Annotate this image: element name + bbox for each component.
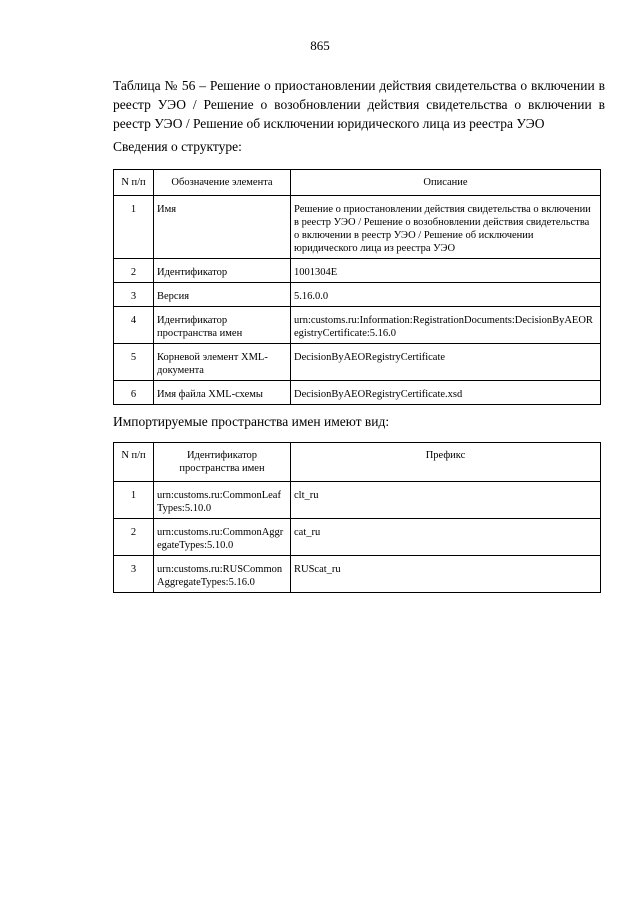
table-row	[114, 381, 601, 405]
element-name: Корневой элемент XML-документа	[154, 344, 291, 381]
element-description: DecisionByAEORegistryCertificate.xsd	[291, 381, 601, 405]
namespace-prefix: clt_ru	[291, 482, 601, 519]
table-title: Таблица № 56 – Решение о приостановлении действия свидетельства о включении в реестр УЭО / Решение о возобновлении действия свидетельства о включении в реестр УЭО / Решение об исключении юридического лица из реестра УЭО	[113, 78, 605, 131]
namespaces-caption: Импортируемые пространства имен имеют вид:	[113, 414, 390, 429]
namespace-identifier: urn:customs.ru:CommonAggregateTypes:5.10.0	[154, 519, 291, 556]
table-row	[114, 519, 601, 556]
column-header-namespace: Идентификатор пространства имен	[154, 443, 291, 482]
element-name: Имя	[154, 196, 291, 259]
table-row	[114, 556, 601, 593]
table-row	[114, 259, 601, 283]
namespace-identifier: urn:customs.ru:RUSCommonAggregateTypes:5.16.0	[154, 556, 291, 593]
page-number: 865	[310, 38, 330, 53]
row-number: 3	[114, 556, 154, 593]
row-number: 1	[114, 196, 154, 259]
table-row	[114, 283, 601, 307]
column-header-number: N п/п	[114, 170, 154, 196]
structure-caption: Сведения о структуре:	[113, 139, 242, 154]
element-description: Решение о приостановлении действия свидетельства о включении в реестр УЭО / Решение о возобновлении действия свидетельства о включении в реестр УЭО / Решение об исключении юридического лица из реестра УЭО	[291, 196, 601, 259]
row-number: 5	[114, 344, 154, 381]
table-row	[114, 307, 601, 344]
table-row	[114, 196, 601, 259]
element-description: urn:customs.ru:Information:RegistrationDocuments:DecisionByAEORegistryCertificate:5.16.0	[291, 307, 601, 344]
structure-table	[113, 169, 601, 405]
row-number: 2	[114, 259, 154, 283]
column-header-prefix: Префикс	[291, 443, 601, 482]
element-name: Идентификатор пространства имен	[154, 307, 291, 344]
table-row	[114, 344, 601, 381]
column-header-description: Описание	[291, 170, 601, 196]
row-number: 6	[114, 381, 154, 405]
row-number: 4	[114, 307, 154, 344]
element-name: Имя файла XML-схемы	[154, 381, 291, 405]
column-header-element: Обозначение элемента	[154, 170, 291, 196]
column-header-number: N п/п	[114, 443, 154, 482]
row-number: 2	[114, 519, 154, 556]
namespace-prefix: cat_ru	[291, 519, 601, 556]
row-number: 1	[114, 482, 154, 519]
table-header-row	[114, 170, 601, 196]
namespace-identifier: urn:customs.ru:CommonLeafTypes:5.10.0	[154, 482, 291, 519]
table-row	[114, 482, 601, 519]
element-description: 1001304E	[291, 259, 601, 283]
element-description: DecisionByAEORegistryCertificate	[291, 344, 601, 381]
namespaces-table	[113, 442, 601, 593]
element-name: Идентификатор	[154, 259, 291, 283]
element-name: Версия	[154, 283, 291, 307]
element-description: 5.16.0.0	[291, 283, 601, 307]
row-number: 3	[114, 283, 154, 307]
table-header-row	[114, 443, 601, 482]
namespace-prefix: RUScat_ru	[291, 556, 601, 593]
